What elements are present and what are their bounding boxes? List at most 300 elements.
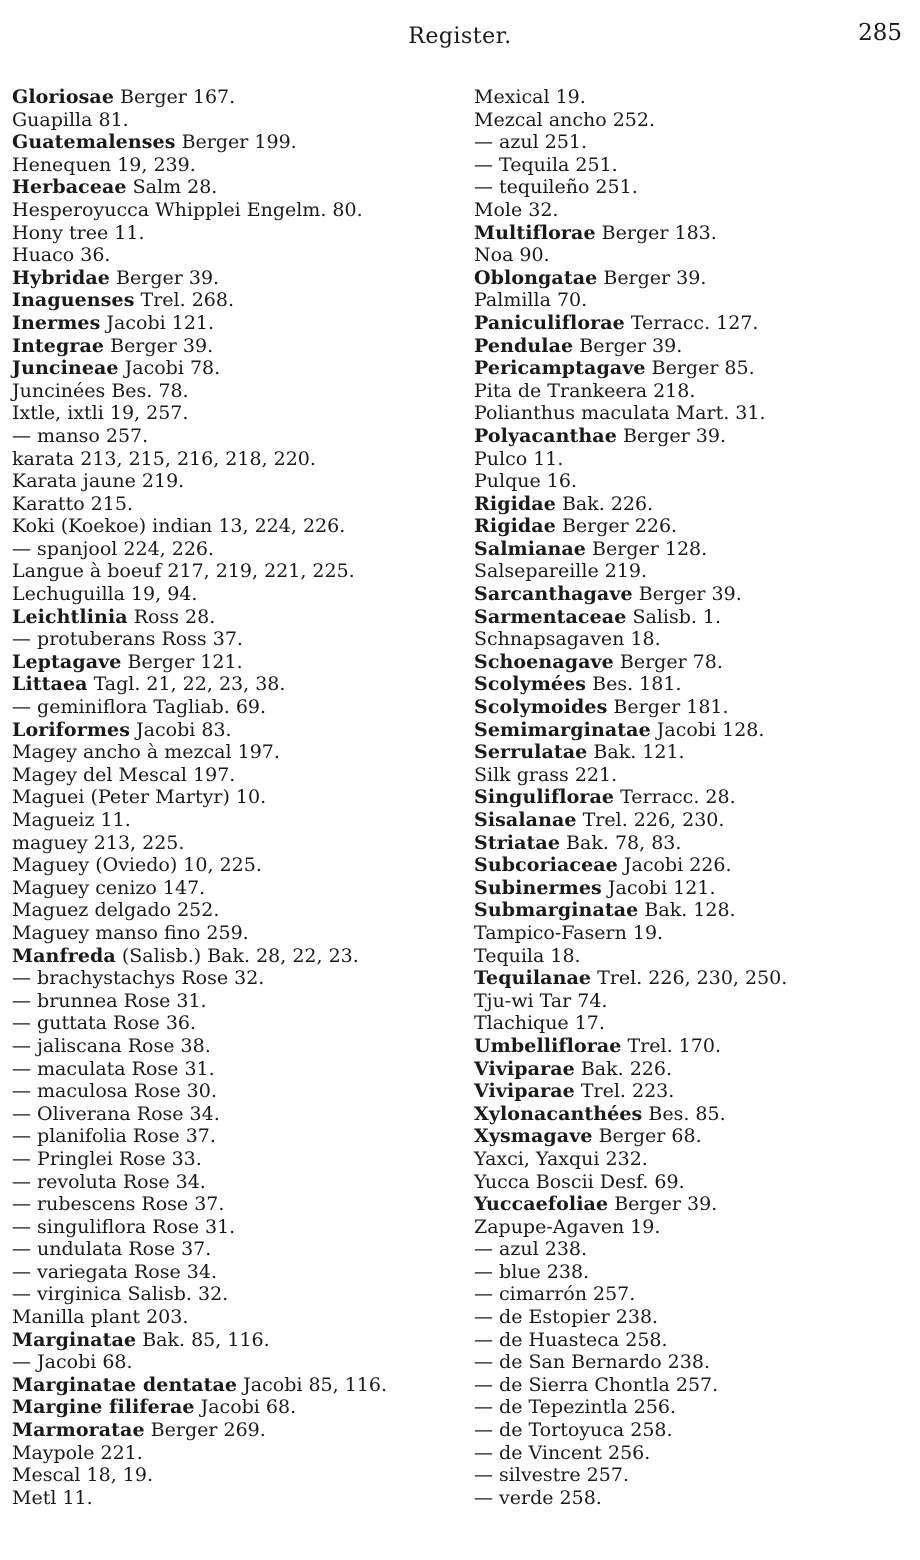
- index-entry-text: — Jacobi 68.: [12, 1351, 133, 1374]
- index-entry-text: (Salisb.) Bak. 28, 22, 23.: [115, 944, 359, 967]
- index-entry-text: Berger 39.: [104, 334, 214, 357]
- index-entry-text: Hony tree 11.: [12, 221, 145, 244]
- index-entry-text: Bak. 226.: [555, 492, 654, 515]
- index-entry-text: Karatto 215.: [12, 492, 133, 515]
- index-entry-text: Bes. 181.: [586, 673, 682, 696]
- index-entry: [474, 1148, 914, 1171]
- index-entry: [474, 380, 914, 403]
- index-entry: [474, 448, 914, 471]
- index-term-bold: Scolymées: [474, 673, 587, 696]
- index-entry-text: — maculosa Rose 30.: [12, 1080, 217, 1103]
- index-entry: [474, 1171, 914, 1194]
- index-entry: [12, 809, 452, 832]
- index-entry-text: Jacobi 68.: [194, 1396, 297, 1419]
- index-entry-text: Terracc. 127.: [624, 311, 759, 334]
- index-entry-text: — brunnea Rose 31.: [12, 989, 207, 1012]
- index-entry: [12, 425, 452, 448]
- index-entry: [12, 1442, 452, 1465]
- index-entry: [12, 1283, 452, 1306]
- index-entry-text: — Tequila 251.: [474, 153, 618, 176]
- index-entry: [474, 335, 914, 358]
- index-entry-text: — azul 238.: [474, 1238, 588, 1261]
- index-term-bold: Rigidae: [474, 492, 556, 515]
- index-entry-text: Magey ancho à mezcal 197.: [12, 741, 280, 764]
- index-entry: [12, 222, 452, 245]
- index-entry: [474, 651, 914, 674]
- index-entry-text: Jacobi 128.: [650, 718, 765, 741]
- index-entry: [12, 560, 452, 583]
- index-entry-text: Mole 32.: [474, 198, 559, 221]
- index-entry-text: Mezcal ancho 252.: [474, 108, 656, 131]
- index-term-bold: Paniculiflorae: [474, 311, 625, 334]
- index-term-bold: Manfreda: [12, 944, 116, 967]
- index-entry-text: Pita de Trankeera 218.: [474, 379, 696, 402]
- index-entry-text: Koki (Koekoe) indian 13, 224, 226.: [12, 515, 346, 538]
- index-entry: [474, 1058, 914, 1081]
- index-entry: [474, 967, 914, 990]
- index-entry-text: Jacobi 78.: [118, 357, 221, 380]
- index-entry: [12, 899, 452, 922]
- index-column-right: [474, 86, 914, 1509]
- index-entry-text: — variegata Rose 34.: [12, 1260, 217, 1283]
- index-entry-text: Maguey manso fino 259.: [12, 921, 249, 944]
- index-entry: [474, 764, 914, 787]
- index-entry-text: Ixtle, ixtli 19, 257.: [12, 402, 189, 425]
- index-entry-text: Berger 269.: [144, 1419, 266, 1442]
- index-entry-text: Jacobi 226.: [617, 854, 732, 877]
- index-entry: [12, 1148, 452, 1171]
- index-entry-text: Metl 11.: [12, 1486, 93, 1509]
- index-entry-text: Huaco 36.: [12, 244, 111, 267]
- index-term-bold: Herbaceae: [12, 176, 127, 199]
- index-entry-text: Hesperoyucca Whipplei Engelm. 80.: [12, 198, 363, 221]
- index-entry: [474, 222, 914, 245]
- index-entry: [474, 1374, 914, 1397]
- index-entry-text: Berger 39.: [616, 424, 726, 447]
- index-entry: [12, 764, 452, 787]
- index-entry: [12, 1238, 452, 1261]
- index-term-bold: Viviparae: [474, 1057, 575, 1080]
- index-entry-text: — maculata Rose 31.: [12, 1057, 215, 1080]
- index-entry: [12, 515, 452, 538]
- index-term-bold: Sisalanae: [474, 809, 577, 831]
- index-entry-text: Bak. 128.: [638, 899, 736, 922]
- index-entry: [12, 1080, 452, 1103]
- index-entry: [474, 945, 914, 968]
- index-entry-text: Berger 181.: [607, 696, 729, 719]
- index-entry: [12, 719, 452, 742]
- index-entry-text: Bak. 121.: [587, 741, 685, 764]
- index-entry-text: — rubescens Rose 37.: [12, 1193, 225, 1216]
- index-entry: [474, 899, 914, 922]
- index-entry: [12, 493, 452, 516]
- page-number: 285: [858, 20, 902, 46]
- index-term-bold: Singuliflorae: [474, 786, 615, 809]
- index-term-bold: Striatae: [474, 831, 561, 854]
- index-entry: [12, 945, 452, 968]
- index-entry-text: Silk grass 221.: [474, 763, 618, 786]
- index-entry-text: Berger 39.: [608, 1193, 718, 1216]
- index-term-bold: Tequilanae: [474, 967, 592, 990]
- index-entry: [12, 1261, 452, 1284]
- index-entry-text: Jacobi 121.: [100, 311, 215, 334]
- index-entry: [12, 131, 452, 154]
- index-entry: [474, 1283, 914, 1306]
- index-term-bold: Marginatae: [12, 1328, 137, 1351]
- index-entry-text: Salisb. 1.: [626, 605, 722, 628]
- index-entry-text: Yaxci, Yaxqui 232.: [474, 1147, 648, 1170]
- index-entry: [12, 1396, 452, 1419]
- index-entry: [12, 990, 452, 1013]
- index-entry-text: Tju-wi Tar 74.: [474, 989, 608, 1012]
- index-entry-text: Berger 121.: [121, 650, 243, 673]
- index-entry-text: Tlachique 17.: [474, 1012, 605, 1035]
- index-entry-text: Yucca Boscii Desf. 69.: [474, 1170, 685, 1193]
- index-entry: [474, 154, 914, 177]
- index-entry-text: — undulata Rose 37.: [12, 1238, 212, 1261]
- index-entry-text: karata 213, 215, 216, 218, 220.: [12, 447, 316, 470]
- index-entry-text: Berger 39.: [573, 334, 683, 357]
- index-entry-text: Berger 226.: [555, 515, 678, 538]
- index-entry-text: Mescal 18, 19.: [12, 1464, 154, 1487]
- index-entry-text: — de Sierra Chontla 257.: [474, 1373, 719, 1396]
- index-entry: [474, 1035, 914, 1058]
- index-entry-text: Noa 90.: [474, 244, 550, 267]
- index-term-bold: Subcoriaceae: [474, 854, 618, 877]
- index-entry: [12, 673, 452, 696]
- index-entry: [474, 1306, 914, 1329]
- index-term-bold: Marmoratae: [12, 1419, 145, 1442]
- index-entry: [12, 651, 452, 674]
- index-entry-text: — revoluta Rose 34.: [12, 1170, 206, 1193]
- index-term-bold: Loriformes: [12, 718, 131, 741]
- index-entry: [12, 1306, 452, 1329]
- index-entry-text: Karata jaune 219.: [12, 470, 185, 493]
- index-entry: [12, 244, 452, 267]
- index-entry: [12, 312, 452, 335]
- index-entry-text: — virginica Salisb. 32.: [12, 1283, 229, 1306]
- index-entry: [12, 470, 452, 493]
- index-entry: [12, 176, 452, 199]
- index-entry: [12, 289, 452, 312]
- index-term-bold: Littaea: [12, 673, 88, 696]
- index-entry: [12, 1351, 452, 1374]
- index-entry: [12, 606, 452, 629]
- index-entry-text: Manilla plant 203.: [12, 1306, 189, 1329]
- index-entry: [474, 877, 914, 900]
- index-entry-text: — de Tortoyuca 258.: [474, 1419, 673, 1442]
- index-entry: [474, 1419, 914, 1442]
- index-entry-text: Zapupe-Agaven 19.: [474, 1215, 661, 1238]
- index-entry: [12, 1374, 452, 1397]
- index-term-bold: Xysmagave: [474, 1125, 593, 1148]
- index-entry-text: Maguez delgado 252.: [12, 899, 220, 922]
- index-entry: [474, 289, 914, 312]
- index-term-bold: Semimarginatae: [474, 718, 651, 741]
- index-entry-text: Bak. 78, 83.: [560, 831, 682, 854]
- index-entry: [12, 922, 452, 945]
- index-entry-text: Langue à boeuf 217, 219, 221, 225.: [12, 560, 355, 583]
- index-entry: [474, 176, 914, 199]
- index-entry: [474, 131, 914, 154]
- index-term-bold: Pendulae: [474, 334, 574, 357]
- index-entry: [12, 448, 452, 471]
- index-entry-text: Lechuguilla 19, 94.: [12, 583, 198, 606]
- index-entry: [12, 1329, 452, 1352]
- index-entry-text: Jacobi 85, 116.: [237, 1373, 388, 1396]
- index-entry: [474, 538, 914, 561]
- index-entry-text: — Pringlei Rose 33.: [12, 1147, 202, 1170]
- index-entry: [474, 1238, 914, 1261]
- index-entry: [474, 357, 914, 380]
- index-entry-text: Ross 28.: [127, 605, 216, 628]
- index-entry: [12, 335, 452, 358]
- index-entry-text: — de Huasteca 258.: [474, 1328, 668, 1351]
- index-entry-text: Tampico-Fasern 19.: [474, 921, 664, 944]
- index-entry: [12, 832, 452, 855]
- index-entry-text: — geminiflora Tagliab. 69.: [12, 696, 267, 719]
- index-term-bold: Integrae: [12, 334, 105, 357]
- index-entry-text: — singuliflora Rose 31.: [12, 1215, 236, 1238]
- index-entry-text: Trel. 170.: [621, 1034, 721, 1057]
- index-entry: [474, 1442, 914, 1465]
- index-term-bold: Multiflorae: [474, 221, 596, 244]
- index-entry: [474, 267, 914, 290]
- index-entry: [474, 86, 914, 109]
- index-entry: [12, 1216, 452, 1239]
- index-term-bold: Viviparae: [474, 1080, 575, 1103]
- index-entry: [12, 1125, 452, 1148]
- index-term-bold: Scolymoides: [474, 696, 608, 719]
- index-term-bold: Subinermes: [474, 876, 602, 899]
- index-entry: [12, 877, 452, 900]
- index-entry: [12, 199, 452, 222]
- index-term-bold: Schoenagave: [474, 650, 614, 673]
- index-entry-text: Magueiz 11.: [12, 809, 131, 831]
- index-entry-text: Palmilla 70.: [474, 289, 588, 312]
- index-term-bold: Salmianae: [474, 537, 586, 560]
- index-term-bold: Leptagave: [12, 650, 122, 673]
- index-entry-text: Trel. 223.: [574, 1080, 675, 1103]
- index-entry: [474, 109, 914, 132]
- index-entry: [474, 719, 914, 742]
- index-entry-text: — brachystachys Rose 32.: [12, 967, 265, 990]
- index-term-bold: Umbelliflorae: [474, 1034, 622, 1057]
- index-entry-text: — de Vincent 256.: [474, 1441, 651, 1464]
- index-entry: [12, 1058, 452, 1081]
- index-entry: [474, 606, 914, 629]
- index-entry-text: Pulco 11.: [474, 447, 564, 470]
- index-entry-text: — verde 258.: [474, 1486, 602, 1509]
- index-entry-text: Trel. 268.: [134, 289, 234, 312]
- index-entry: [12, 267, 452, 290]
- index-entry-text: Trel. 226, 230, 250.: [591, 967, 788, 990]
- index-term-bold: Hybridae: [12, 266, 110, 289]
- index-entry-text: — manso 257.: [12, 424, 149, 447]
- index-term-bold: Marginatae dentatae: [12, 1373, 238, 1396]
- index-entry: [12, 1464, 452, 1487]
- index-term-bold: Sarcanthagave: [474, 583, 633, 606]
- index-entry: [474, 1487, 914, 1510]
- index-entry: [12, 1193, 452, 1216]
- index-entry: [474, 199, 914, 222]
- index-entry: [474, 493, 914, 516]
- index-entry: [12, 1171, 452, 1194]
- index-entry: [474, 1080, 914, 1103]
- index-term-bold: Sarmentaceae: [474, 605, 627, 628]
- index-entry-text: Tagl. 21, 22, 23, 38.: [87, 673, 286, 696]
- index-entry: [474, 628, 914, 651]
- index-entry-text: — de San Bernardo 238.: [474, 1351, 710, 1374]
- index-entry-text: Mexical 19.: [474, 86, 586, 108]
- index-entry: [474, 1103, 914, 1126]
- index-entry: [12, 1035, 452, 1058]
- index-entry: [12, 854, 452, 877]
- index-entry-text: — azul 251.: [474, 131, 588, 154]
- index-entry-text: — protuberans Ross 37.: [12, 628, 243, 651]
- index-entry: [474, 854, 914, 877]
- index-term-bold: Juncineae: [12, 357, 119, 380]
- index-entry: [474, 1396, 914, 1419]
- index-entry: [12, 154, 452, 177]
- index-entry-text: — de Tepezintla 256.: [474, 1396, 677, 1419]
- index-entry-text: Trel. 226, 230.: [576, 809, 725, 831]
- index-entry: [474, 402, 914, 425]
- index-entry: [474, 922, 914, 945]
- index-entry: [474, 1351, 914, 1374]
- index-entry-text: Berger 128.: [586, 537, 708, 560]
- index-entry: [474, 1193, 914, 1216]
- index-term-bold: Yuccaefoliae: [474, 1193, 609, 1216]
- index-entry: [474, 1329, 914, 1352]
- index-term-bold: Xylonacanthées: [474, 1102, 643, 1125]
- index-entry-text: — spanjool 224, 226.: [12, 537, 215, 560]
- index-entry-text: Bak. 226.: [574, 1057, 673, 1080]
- index-entry-text: Polianthus maculata Mart. 31.: [474, 402, 766, 425]
- index-entry-text: Berger 39.: [110, 266, 220, 289]
- index-term-bold: Rigidae: [474, 515, 556, 538]
- index-entry: [12, 380, 452, 403]
- index-entry-text: Terracc. 28.: [614, 786, 736, 809]
- index-entry: [12, 1419, 452, 1442]
- index-entry: [12, 741, 452, 764]
- index-term-bold: Submarginatae: [474, 899, 639, 922]
- index-entry-text: Tequila 18.: [474, 944, 581, 967]
- index-entry-text: Juncinées Bes. 78.: [12, 379, 189, 402]
- index-entry-text: Bes. 85.: [642, 1102, 726, 1125]
- index-entry-text: Berger 68.: [592, 1125, 702, 1148]
- index-entry: [12, 538, 452, 561]
- index-entry-text: Berger 167.: [114, 86, 236, 108]
- index-entry: [474, 425, 914, 448]
- index-entry-text: Berger 39.: [597, 266, 707, 289]
- index-entry: [12, 402, 452, 425]
- index-entry: [474, 696, 914, 719]
- index-entry: [474, 244, 914, 267]
- index-entry-text: — jaliscana Rose 38.: [12, 1034, 211, 1057]
- index-entry-text: — de Estopier 238.: [474, 1306, 659, 1329]
- index-entry-text: Berger 199.: [175, 131, 297, 154]
- index-entry-text: — cimarrón 257.: [474, 1283, 636, 1306]
- index-term-bold: Oblongatae: [474, 266, 598, 289]
- index-entry: [12, 86, 452, 109]
- index-entry-text: Berger 85.: [645, 357, 755, 380]
- index-entry-text: Maguey cenizo 147.: [12, 876, 206, 899]
- index-entry: [474, 470, 914, 493]
- page-header-title: Register.: [408, 24, 512, 49]
- index-entry: [12, 1487, 452, 1510]
- index-entry-text: Maypole 221.: [12, 1441, 143, 1464]
- index-entry: [474, 515, 914, 538]
- index-entry: [474, 832, 914, 855]
- index-entry-text: Salm 28.: [126, 176, 218, 199]
- index-term-bold: Gloriosae: [12, 86, 115, 108]
- index-entry-text: — planifolia Rose 37.: [12, 1125, 216, 1148]
- index-entry: [12, 583, 452, 606]
- index-term-bold: Pericamptagave: [474, 357, 646, 380]
- index-entry-text: Maguei (Peter Martyr) 10.: [12, 786, 267, 809]
- index-entry: [474, 809, 914, 832]
- index-entry-text: Berger 78.: [613, 650, 723, 673]
- index-entry-text: — guttata Rose 36.: [12, 1012, 197, 1035]
- index-entry-text: Henequen 19, 239.: [12, 153, 196, 176]
- index-entry: [474, 1261, 914, 1284]
- index-entry-text: — blue 238.: [474, 1260, 590, 1283]
- index-entry: [474, 1125, 914, 1148]
- index-entry: [474, 312, 914, 335]
- index-entry-text: Jacobi 83.: [130, 718, 232, 741]
- index-term-bold: Leichtlinia: [12, 605, 128, 628]
- index-entry: [474, 583, 914, 606]
- index-entry-text: Schnapsagaven 18.: [474, 628, 661, 651]
- index-entry: [474, 786, 914, 809]
- index-entry-text: Bak. 85, 116.: [136, 1328, 270, 1351]
- index-entry: [474, 1012, 914, 1035]
- index-entry-text: Berger 39.: [632, 583, 742, 606]
- index-entry: [474, 1216, 914, 1239]
- index-entry-text: Guapilla 81.: [12, 108, 129, 131]
- index-entry: [12, 1012, 452, 1035]
- index-entry: [12, 109, 452, 132]
- index-entry: [474, 673, 914, 696]
- index-entry: [474, 990, 914, 1013]
- index-term-bold: Inaguenses: [12, 289, 135, 312]
- index-entry: [474, 1464, 914, 1487]
- index-entry: [474, 560, 914, 583]
- index-term-bold: Serrulatae: [474, 741, 588, 764]
- index-entry: [12, 1103, 452, 1126]
- index-entry-text: — Oliverana Rose 34.: [12, 1102, 220, 1125]
- index-entry-text: — tequileño 251.: [474, 176, 638, 199]
- index-entry-text: Magey del Mescal 197.: [12, 763, 236, 786]
- index-column-left: [12, 86, 452, 1509]
- index-entry: [12, 628, 452, 651]
- index-entry-text: — silvestre 257.: [474, 1464, 629, 1487]
- index-term-bold: Polyacanthae: [474, 424, 617, 447]
- index-entry: [474, 741, 914, 764]
- index-entry: [12, 696, 452, 719]
- index-entry-text: Pulque 16.: [474, 470, 577, 493]
- index-term-bold: Inermes: [12, 311, 101, 334]
- index-entry-text: Berger 183.: [595, 221, 717, 244]
- index-term-bold: Guatemalenses: [12, 131, 176, 154]
- index-entry-text: Salsepareille 219.: [474, 560, 648, 583]
- index-entry: [12, 357, 452, 380]
- index-entry: [12, 786, 452, 809]
- index-entry-text: Maguey (Oviedo) 10, 225.: [12, 854, 262, 877]
- index-term-bold: Margine filiferae: [12, 1396, 195, 1419]
- index-entry-text: Jacobi 121.: [601, 876, 716, 899]
